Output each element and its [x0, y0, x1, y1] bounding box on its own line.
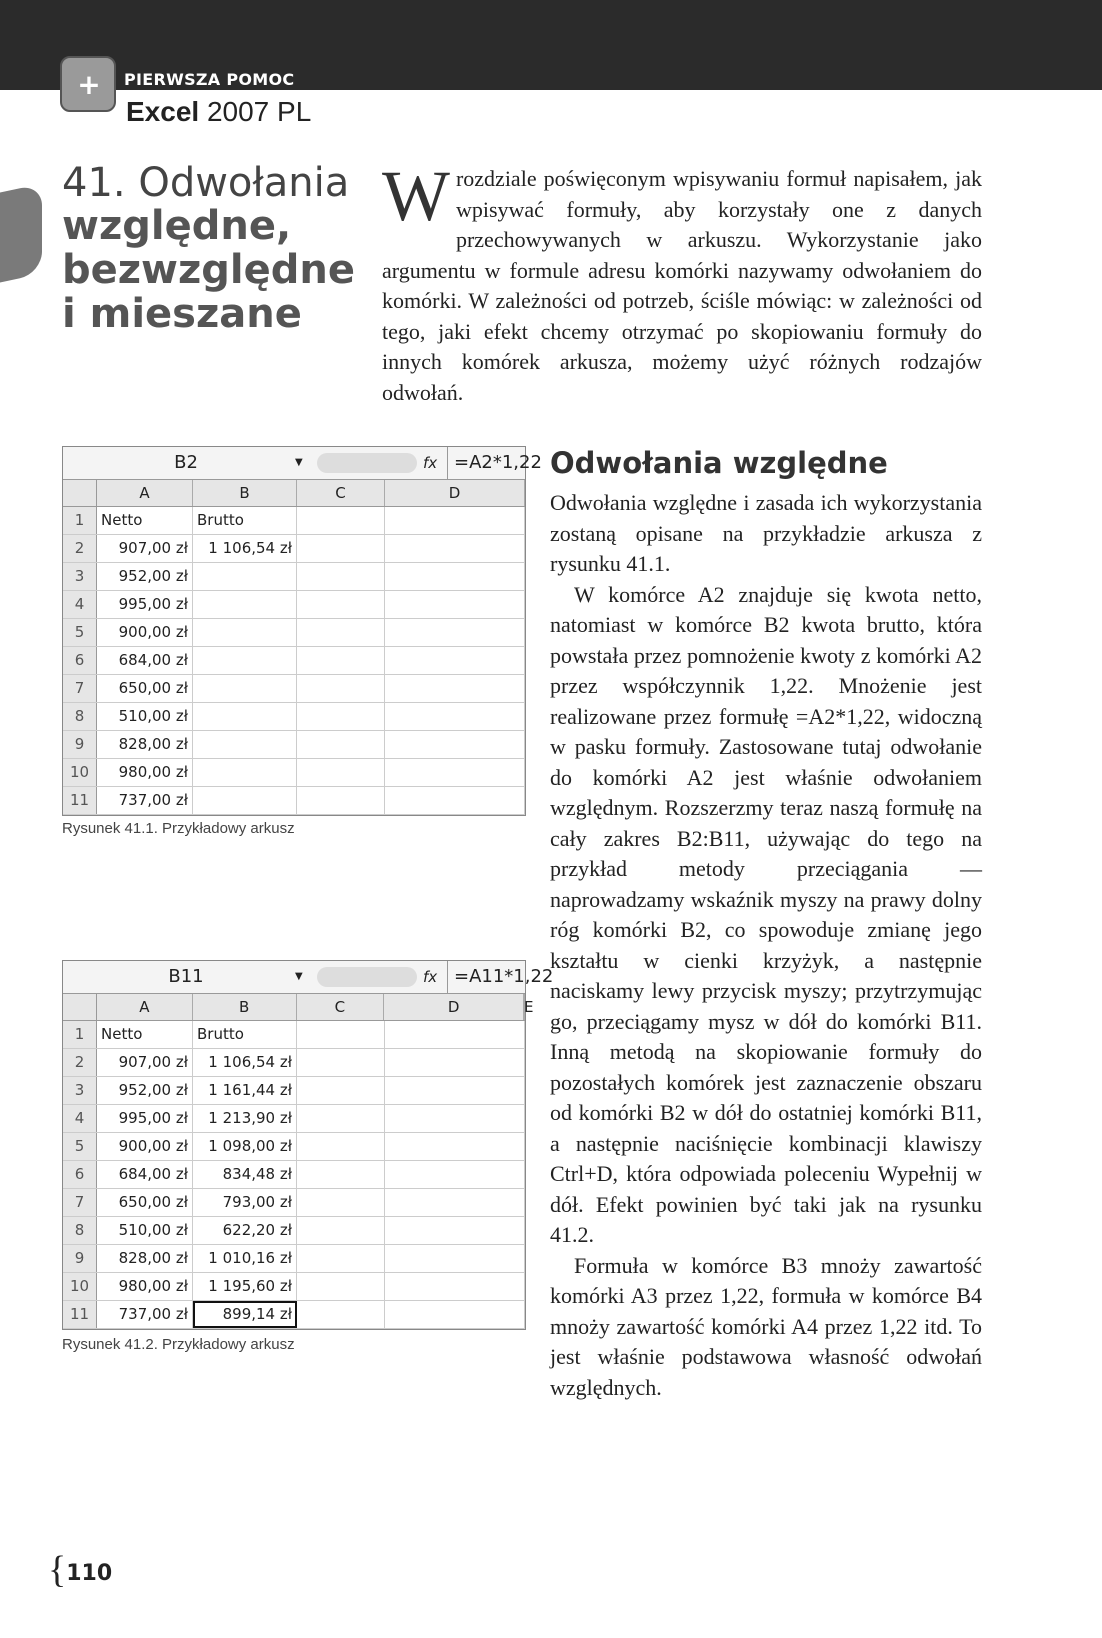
column-header-row [63, 480, 525, 507]
sheet-grid [63, 994, 534, 1329]
cell: 684,00 zł [97, 1161, 193, 1188]
cell [385, 619, 525, 646]
column-header: A [97, 480, 193, 506]
cell: 899,14 zł [193, 1301, 297, 1328]
table-row [63, 1301, 525, 1329]
cell: Brutto [193, 1021, 297, 1048]
chapter-title-line: i mieszane [62, 291, 302, 337]
cell [385, 1245, 525, 1272]
cell: 952,00 zł [97, 1077, 193, 1104]
column-header: C [297, 994, 385, 1020]
cell: Netto [97, 1021, 193, 1048]
cell [385, 1217, 525, 1244]
table-row [63, 535, 525, 563]
body-paragraph: Formuła w komórce B3 mnoży zawartość komórki A3 przez 1,22, formuła w komórce B4 mnoży zawartość komórki A4 przez 1,22 itd. To jest właśnie podstawowa własność odwołań względnych. [550, 1252, 982, 1400]
cell [297, 563, 385, 590]
table-row [63, 787, 525, 815]
row-header: 4 [63, 1105, 97, 1132]
cell: 737,00 zł [97, 787, 193, 814]
cell [385, 703, 525, 730]
fx-icon: fx [423, 454, 438, 472]
cell [385, 563, 525, 590]
chapter-number: 41. Odwołania [62, 160, 350, 206]
cell [193, 563, 297, 590]
dropdown-arrow-icon: ▼ [295, 971, 303, 982]
row-header: 3 [63, 563, 97, 590]
cell: 980,00 zł [97, 759, 193, 786]
cell: Brutto [193, 507, 297, 534]
column-header: C [297, 480, 385, 506]
cell [297, 703, 385, 730]
cell [385, 1273, 525, 1300]
cell: 952,00 zł [97, 563, 193, 590]
formula-buttons [317, 967, 417, 987]
body-paragraph: Odwołania względne i zasada ich wykorzystania zostaną opisane na przykładzie arkusza z rysunku 41.1. [550, 490, 982, 576]
intro-paragraph [382, 156, 982, 408]
cell [297, 507, 385, 534]
cell: 650,00 zł [97, 1189, 193, 1216]
cell: 995,00 zł [97, 1105, 193, 1132]
cell [297, 1021, 385, 1048]
chapter-title-line: bezwzględne [62, 247, 355, 293]
table-row [63, 1273, 525, 1301]
table-row [63, 675, 525, 703]
table-row [63, 563, 525, 591]
table-row [63, 731, 525, 759]
drop-cap: W [382, 156, 450, 236]
cell [297, 1077, 385, 1104]
row-header: 10 [63, 1273, 97, 1300]
row-header: 4 [63, 591, 97, 618]
name-box: B2 [174, 452, 198, 473]
body-paragraph: W komórce A2 znajduje się kwota netto, natomiast w komórce B2 kwota brutto, która powstała przez pomnożenie kwoty z komórki A2 przez współczynnik 1,22. Mnożenie jest realizowane przez formułę =A2*1,22, widoczną w pasku formuły. Zastosowane tutaj odwołanie do komórki A2 jest właśnie odwołaniem względnym. Rozszerzmy teraz naszą formułę na cały zakres B2:B11, używając do tego na przykład metody przeciągania — naprowadzamy wskaźnik myszy na prawy dolny róg komórki B2, co spowoduje zmianę jego kształtu w cienki krzyżyk, a następnie naciskamy lewy przycisk myszy; przytrzymując go, przeciągamy mysz w dół do komórki B11. Inną metodą na skopiowanie formuły do pozostałych komórek jest zaznaczenie obszaru od komórki B2 w dół do ostatniej komórki B11, a następnie naciśnięcie kombinacji klawiszy Ctrl+D, która odpowiada poleceniu Wypełnij w dół. Efekt powinien być taki jak na rysunku 41.2. [550, 581, 982, 1247]
cell: 828,00 zł [97, 731, 193, 758]
cell [297, 759, 385, 786]
cell [193, 591, 297, 618]
cell [297, 1245, 385, 1272]
cell [193, 759, 297, 786]
cell: 1 106,54 zł [193, 1049, 297, 1076]
cell [193, 787, 297, 814]
chapter-tab [0, 184, 42, 283]
cell: 793,00 zł [193, 1189, 297, 1216]
row-header: 5 [63, 1133, 97, 1160]
cell [385, 1161, 525, 1188]
cell [385, 1077, 525, 1104]
name-box: B11 [168, 966, 204, 987]
spreadsheet-figure-2 [62, 960, 554, 1330]
cell [385, 759, 525, 786]
row-header: 7 [63, 675, 97, 702]
figure-caption: Rysunek 41.1. Przykładowy arkusz [62, 820, 295, 837]
sheet-grid [63, 480, 525, 815]
cell: 1 195,60 zł [193, 1273, 297, 1300]
cell [297, 1273, 385, 1300]
cell: 828,00 zł [97, 1245, 193, 1272]
chapter-title [62, 204, 355, 336]
cell: 737,00 zł [97, 1301, 193, 1328]
table-row [63, 1049, 525, 1077]
cell: 510,00 zł [97, 1217, 193, 1244]
cell [193, 703, 297, 730]
cell [385, 535, 525, 562]
cell [297, 1301, 385, 1328]
cell: 834,48 zł [193, 1161, 297, 1188]
cell [385, 1049, 525, 1076]
cell [385, 1105, 525, 1132]
spreadsheet-figure-1 [62, 446, 542, 816]
table-row [63, 1077, 525, 1105]
column-header: A [97, 994, 193, 1020]
table-row [63, 703, 525, 731]
cell: 1 161,44 zł [193, 1077, 297, 1104]
row-header: 3 [63, 1077, 97, 1104]
column-header: E [524, 994, 525, 1020]
table-row [63, 1245, 525, 1273]
table-row [63, 647, 525, 675]
cell [193, 731, 297, 758]
row-header: 10 [63, 759, 97, 786]
cell [385, 731, 525, 758]
cell [193, 619, 297, 646]
formula-buttons [317, 453, 417, 473]
first-aid-icon: + [60, 56, 116, 112]
cell: 1 106,54 zł [193, 535, 297, 562]
column-header: D [385, 480, 525, 506]
cell [297, 1217, 385, 1244]
table-row [63, 1189, 525, 1217]
cell: 1 213,90 zł [193, 1105, 297, 1132]
cell [385, 647, 525, 674]
page-number: {110 [48, 1549, 113, 1591]
cell [385, 1021, 525, 1048]
section-body [550, 488, 982, 1403]
fx-icon: fx [423, 968, 438, 986]
cell [297, 1049, 385, 1076]
select-all-corner [63, 994, 97, 1020]
cell [193, 675, 297, 702]
row-header: 2 [63, 1049, 97, 1076]
cell [297, 731, 385, 758]
intro-text: rozdziale poświęconym wpisywaniu formuł napisałem, jak wpisywać formuły, aby korzystały one z danych przechowywanych w arkuszu. Wykorzystanie jako argumentu w formule adresu komórki nazywamy odwołaniem do komórki. W zależności od potrzeb, ściśle mówiąc: w zależności od tego, jaki efekt chcemy otrzymać po skopiowaniu formuły do innych komórek arkusza, możemy użyć różnych rodzajów odwołań. [382, 166, 982, 405]
row-header: 6 [63, 647, 97, 674]
cell [385, 591, 525, 618]
cell [385, 1189, 525, 1216]
cell: 510,00 zł [97, 703, 193, 730]
row-header: 8 [63, 703, 97, 730]
row-header: 5 [63, 619, 97, 646]
cell [297, 647, 385, 674]
table-row [63, 591, 525, 619]
cell [385, 507, 525, 534]
column-header-row [63, 994, 534, 1021]
cell: Netto [97, 507, 193, 534]
table-row [63, 1105, 525, 1133]
series-label: PIERWSZA POMOC [124, 70, 295, 89]
cell: 907,00 zł [97, 1049, 193, 1076]
cell: 900,00 zł [97, 1133, 193, 1160]
chapter-title-line: względne, [62, 203, 292, 249]
book-title [126, 96, 311, 128]
row-header: 9 [63, 731, 97, 758]
cell: 684,00 zł [97, 647, 193, 674]
cell [297, 675, 385, 702]
cell [297, 1189, 385, 1216]
cell [297, 1105, 385, 1132]
cell [297, 1133, 385, 1160]
cell: 900,00 zł [97, 619, 193, 646]
row-header: 6 [63, 1161, 97, 1188]
column-header: D [384, 994, 524, 1020]
cell [297, 591, 385, 618]
formula-bar [63, 447, 542, 480]
row-header: 2 [63, 535, 97, 562]
cell [385, 1133, 525, 1160]
cell [297, 535, 385, 562]
cell [193, 647, 297, 674]
cell [385, 787, 525, 814]
cell [385, 675, 525, 702]
row-header: 9 [63, 1245, 97, 1272]
formula-text: =A2*1,22 [447, 447, 542, 479]
row-header: 1 [63, 1021, 97, 1048]
table-row [63, 619, 525, 647]
formula-text: =A11*1,22 [447, 961, 553, 993]
table-row [63, 1161, 525, 1189]
cell: 907,00 zł [97, 535, 193, 562]
cell: 650,00 zł [97, 675, 193, 702]
cell [297, 787, 385, 814]
row-header: 11 [63, 1301, 97, 1328]
table-row [63, 1133, 525, 1161]
cell: 1 098,00 zł [193, 1133, 297, 1160]
cell: 1 010,16 zł [193, 1245, 297, 1272]
figure-caption: Rysunek 41.2. Przykładowy arkusz [62, 1336, 295, 1353]
cell: 980,00 zł [97, 1273, 193, 1300]
book-title-bold: Excel [126, 96, 200, 127]
column-header: B [193, 480, 297, 506]
table-row [63, 759, 525, 787]
dropdown-arrow-icon: ▼ [295, 457, 303, 468]
table-row [63, 507, 525, 535]
row-header: 7 [63, 1189, 97, 1216]
table-row [63, 1021, 525, 1049]
page-number-text: 110 [66, 1560, 113, 1586]
book-title-rest: 2007 PL [206, 96, 312, 127]
row-header: 1 [63, 507, 97, 534]
row-header: 11 [63, 787, 97, 814]
select-all-corner [63, 480, 97, 506]
formula-bar [63, 961, 554, 994]
cell [297, 1161, 385, 1188]
cell [385, 1301, 525, 1328]
table-row [63, 1217, 525, 1245]
row-header: 8 [63, 1217, 97, 1244]
cell: 995,00 zł [97, 591, 193, 618]
cell [297, 619, 385, 646]
section-heading: Odwołania względne [550, 446, 888, 480]
cell: 622,20 zł [193, 1217, 297, 1244]
column-header: B [193, 994, 297, 1020]
